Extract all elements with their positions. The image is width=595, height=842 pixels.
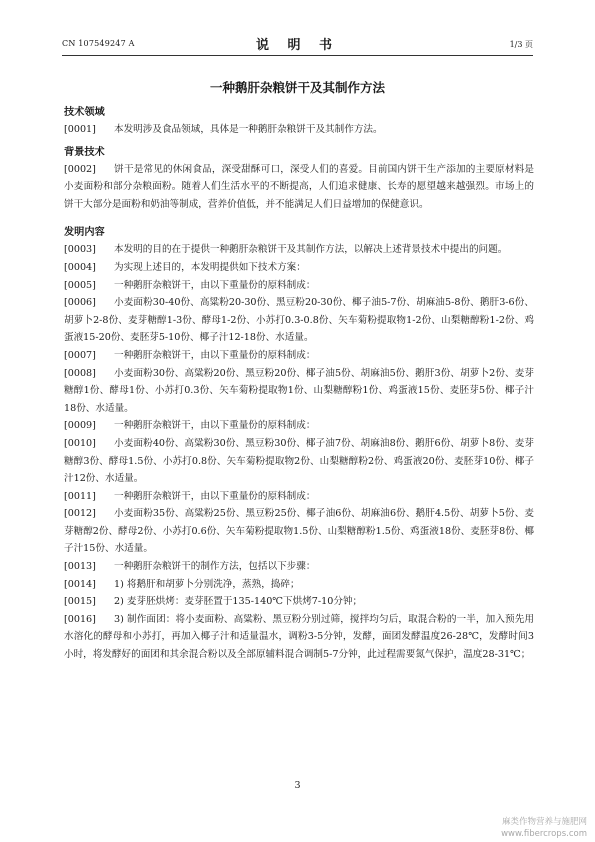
paragraph-text: 为实现上述目的，本发明提供如下技术方案： <box>114 261 306 273</box>
paragraph <box>64 161 534 214</box>
paragraph-text: 小麦面粉30-40份、高粱粉20-30份、黑豆粉20-30份、椰子油5-7份、胡麻油5-8份、鹅肝3-6份、胡萝卜2-8份、麦芽糖醇1-3份、酵母1-2份、小苏打0.3-0.8份、矢车菊粉提取物1-2份、山梨糖醇粉1-2份、鸡蛋液15-20份、麦胚芽5-10份、椰子汁12-18份、水适量。 <box>64 297 534 344</box>
paragraph-number: [0001] <box>64 124 96 135</box>
paragraph-text: 3) 制作面团：将小麦面粉、高粱粉、黑豆粉分别过筛，搅拌均匀后，取混合粉的一半，加入预先用水溶化的酵母和小苏打，再加入椰子汁和适量温水，调粉3-5分钟，发酵，面团发酵温度26-28℃，发酵时间3小时，将发酵好的面团和其余混合粉以及全部原辅料混合调制5-7分钟，此过程需要氮气保护，温度28-31℃； <box>64 613 534 661</box>
paragraph <box>64 365 534 418</box>
paragraph-number: [0014] <box>64 578 96 590</box>
paragraph-text: 一种鹅肝杂粮饼干，由以下重量份的原料制成： <box>114 349 316 361</box>
paragraph-number: [0003] <box>64 244 96 256</box>
paragraph-number: [0006] <box>64 297 96 309</box>
publication-number: CN 107549247 A <box>62 39 135 48</box>
paragraph-text: 饼干是常见的休闲食品，深受甜酥可口，深受人们的喜爱。目前国内饼干生产添加的主要原材料是小麦面粉和部分杂粮面粉。随着人们生活水平的不断提高，人们追求健康、长寿的愿望越来越强烈。市场上的饼干大部分是面粉和奶油等制成，营养价值低，并不能满足人们日益增加的保健意识。 <box>64 163 534 210</box>
watermark <box>501 816 587 840</box>
paragraph-number: [0008] <box>64 367 96 379</box>
paragraph-number: [0004] <box>64 261 96 273</box>
watermark-site-name: 麻类作物营养与施肥网 <box>501 817 587 827</box>
paragraph-number: [0011] <box>64 490 96 502</box>
paragraph-text: 小麦面粉40份、高粱粉30份、黑豆粉30份、椰子油7份、胡麻油8份、鹅肝6份、胡萝卜8份、麦芽糖醇3份、酵母1.5份、小苏打0.8份、矢车菊粉提取物2份、山梨糖醇粉2份、鸡蛋液20份、麦胚芽10份、椰子汁12份、水适量。 <box>64 437 534 485</box>
paragraph-number: [0007] <box>64 349 96 361</box>
paragraph-text: 小麦面粉35份、高粱粉25份、黑豆粉25份、椰子油6份、胡麻油6份、鹅肝4.5份、胡萝卜5份、麦芽糖醇2份、酵母2份、小苏打0.6份、矢车菊粉提取物1.5份、山梨糖醇粉1.5份、鸡蛋液18份、麦胚芽8份、椰子汁15份、水适量。 <box>64 508 534 555</box>
paragraph-text: 2) 麦芽胚烘烤：麦芽胚置于135-140℃下烘烤7-10分钟； <box>114 596 363 608</box>
paragraph-number: [0009] <box>64 420 96 432</box>
paragraph-number: [0005] <box>64 279 96 291</box>
watermark-url: www.fibercrops.com <box>501 829 587 839</box>
paragraph <box>64 294 534 347</box>
section-heading: 发明内容 <box>64 226 105 239</box>
paragraph-number: [0015] <box>64 596 96 608</box>
document-title: 一种鹅肝杂粮饼干及其制作方法 <box>209 80 385 95</box>
paragraph-text: 本发明的目的在于提供一种鹅肝杂粮饼干及其制作方法，以解决上述背景技术中提出的问题。 <box>114 244 508 256</box>
paragraph-number: [0012] <box>64 508 96 520</box>
document-type: 说 明 书 <box>255 38 340 53</box>
paragraph-text: 一种鹅肝杂粮饼干，由以下重量份的原料制成： <box>114 279 316 291</box>
paragraph-number: [0016] <box>64 613 96 625</box>
paragraph-number: [0013] <box>64 561 96 573</box>
page-header <box>62 33 533 56</box>
section-heading: 技术领域 <box>64 106 105 118</box>
paragraph <box>64 241 534 259</box>
paragraph <box>64 576 534 594</box>
paragraph <box>64 417 534 435</box>
paragraph-number: [0010] <box>64 437 96 449</box>
paragraph <box>64 488 534 506</box>
paragraph <box>64 259 534 277</box>
paragraph-text: 一种鹅肝杂粮饼干的制作方法，包括以下步骤： <box>114 561 316 573</box>
paragraph <box>64 611 534 664</box>
paragraph-text: 本发明涉及食品领域，具体是一种鹅肝杂粮饼干及其制作方法。 <box>114 124 383 135</box>
document-body <box>64 104 534 664</box>
paragraph <box>64 558 534 576</box>
section-heading: 背景技术 <box>64 145 105 158</box>
paragraph-text: 小麦面粉30份、高粱粉20份、黑豆粉20份、椰子油5份、胡麻油5份、鹅肝3份、胡萝卜2份、麦芽糖醇1份、酵母1份、小苏打0.3份、矢车菊粉提取物1份、山梨糖醇粉1份、鸡蛋液15份、麦胚芽5份、椰子汁18份、水适量。 <box>64 367 534 414</box>
paragraph <box>64 593 534 611</box>
page-count: 1/3 页 <box>509 40 533 49</box>
paragraph <box>64 277 534 295</box>
paragraph <box>64 435 534 488</box>
paragraph <box>64 505 534 558</box>
paragraph-number: [0002] <box>64 163 96 175</box>
paragraph <box>64 347 534 365</box>
paragraph-text: 一种鹅肝杂粮饼干，由以下重量份的原料制成： <box>114 420 316 432</box>
paragraph <box>64 121 534 139</box>
paragraph-text: 一种鹅肝杂粮饼干，由以下重量份的原料制成： <box>114 490 316 502</box>
page-number: 3 <box>294 780 301 791</box>
paragraph-text: 1) 将鹅肝和胡萝卜分别洗净，蒸熟，捣碎； <box>114 578 300 590</box>
